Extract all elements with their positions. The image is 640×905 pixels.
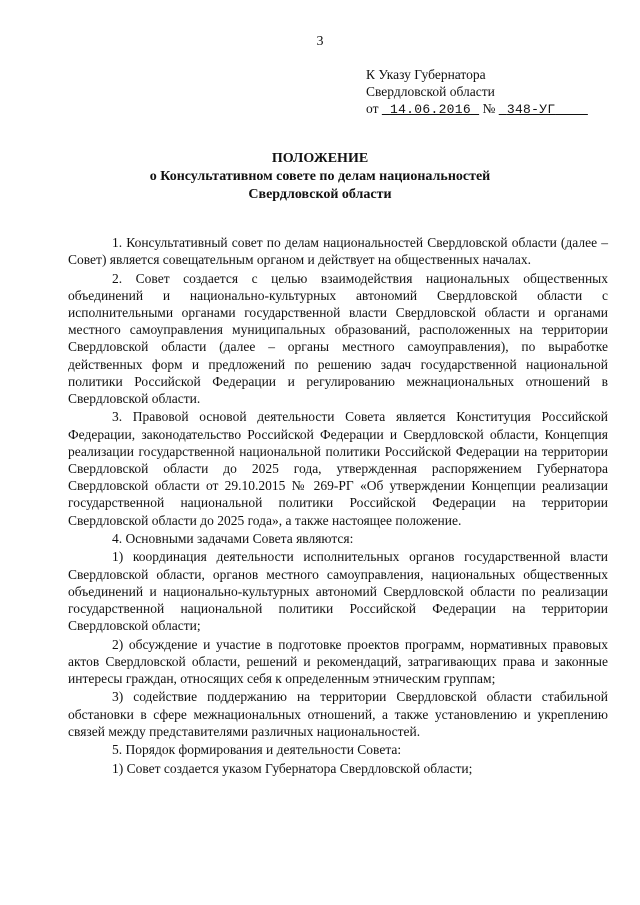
paragraph-3: 3. Правовой основой деятельности Совета является Конституция Российской Федерации, законодательство Российской Федерации и Свердловской области, Концепция реализации государственной национальной политики Российской Федерации на территории Свердловской области до 2025 года, утвержденная распоряжением Губернатора Свердловской области от 29.10.2015 № 269-РГ «Об утверждении Концепции реализации государственной национальной политики Российской Федерации на территории Свердловской области до 2025 года», а также настоящее положение. xyxy=(68,409,608,528)
paragraph-5-item-1: 1) Совет создается указом Губернатора Свердловской области; xyxy=(112,760,473,776)
paragraph-4-item-1: 1) координация деятельности исполнительных органов государственной власти Свердловской области, органов местного самоуправления, национальных общественных объединений и национально-культурных автономий Свердловской области по реализации государственной национальной политики Российской Федерации на территории Свердловской области; xyxy=(68,549,608,634)
paragraph-4-item-3: 3) содействие поддержанию на территории Свердловской области стабильной обстановки в сфере межнациональных отношений, а также установлению и укреплению связей между представителями различных национальностей. xyxy=(68,689,608,739)
document-subtitle-line-2: Свердловской области xyxy=(248,187,392,202)
document-title: ПОЛОЖЕНИЕ xyxy=(271,151,369,166)
document-subtitle-line-1: о Консультативном совете по делам национальностей xyxy=(149,169,491,184)
annex-line-1: К Указу Губернатора xyxy=(366,67,486,82)
document-body xyxy=(68,234,608,778)
paragraph-4-item-2: 2) обсуждение и участие в подготовке проектов программ, нормативных правовых актов Свердловской области, решений и рекомендаций, затрагивающих права и законные интересы граждан, относящих себя к определенным этническим группам; xyxy=(68,636,608,687)
decree-date: 14.06.2016 xyxy=(389,102,471,117)
paragraph-5: 5. Порядок формирования и деятельности Совета: xyxy=(112,742,402,758)
paragraph-2: 2. Совет создается с целью взаимодействия национальных общественных объединений и национально-культурных автономий Свердловской области с исполнительными органами государственной власти Свердловской области и органами местного самоуправления муниципальных образований, расположенных на территории Свердловской области (далее – органы местного самоуправления), по выработке действенных форм и предложений по решению задач государственной национальной политики Российской Федерации и регулированию межнациональных отношений в Свердловской области. xyxy=(68,270,608,407)
annex-block xyxy=(366,66,588,118)
page-number: 3 xyxy=(316,34,324,49)
paragraph-4: 4. Основными задачами Совета являются: xyxy=(112,531,354,547)
date-prefix: от xyxy=(366,101,379,116)
annex-date-line xyxy=(366,100,588,118)
paragraph-1: 1. Консультативный совет по делам национальностей Свердловской области (далее – Совет) является совещательным органом и действует на общественных началах. xyxy=(68,235,608,268)
annex-line-2: Свердловской области xyxy=(366,84,495,99)
decree-number: 348-УГ xyxy=(506,102,556,117)
number-prefix: № xyxy=(482,101,496,116)
